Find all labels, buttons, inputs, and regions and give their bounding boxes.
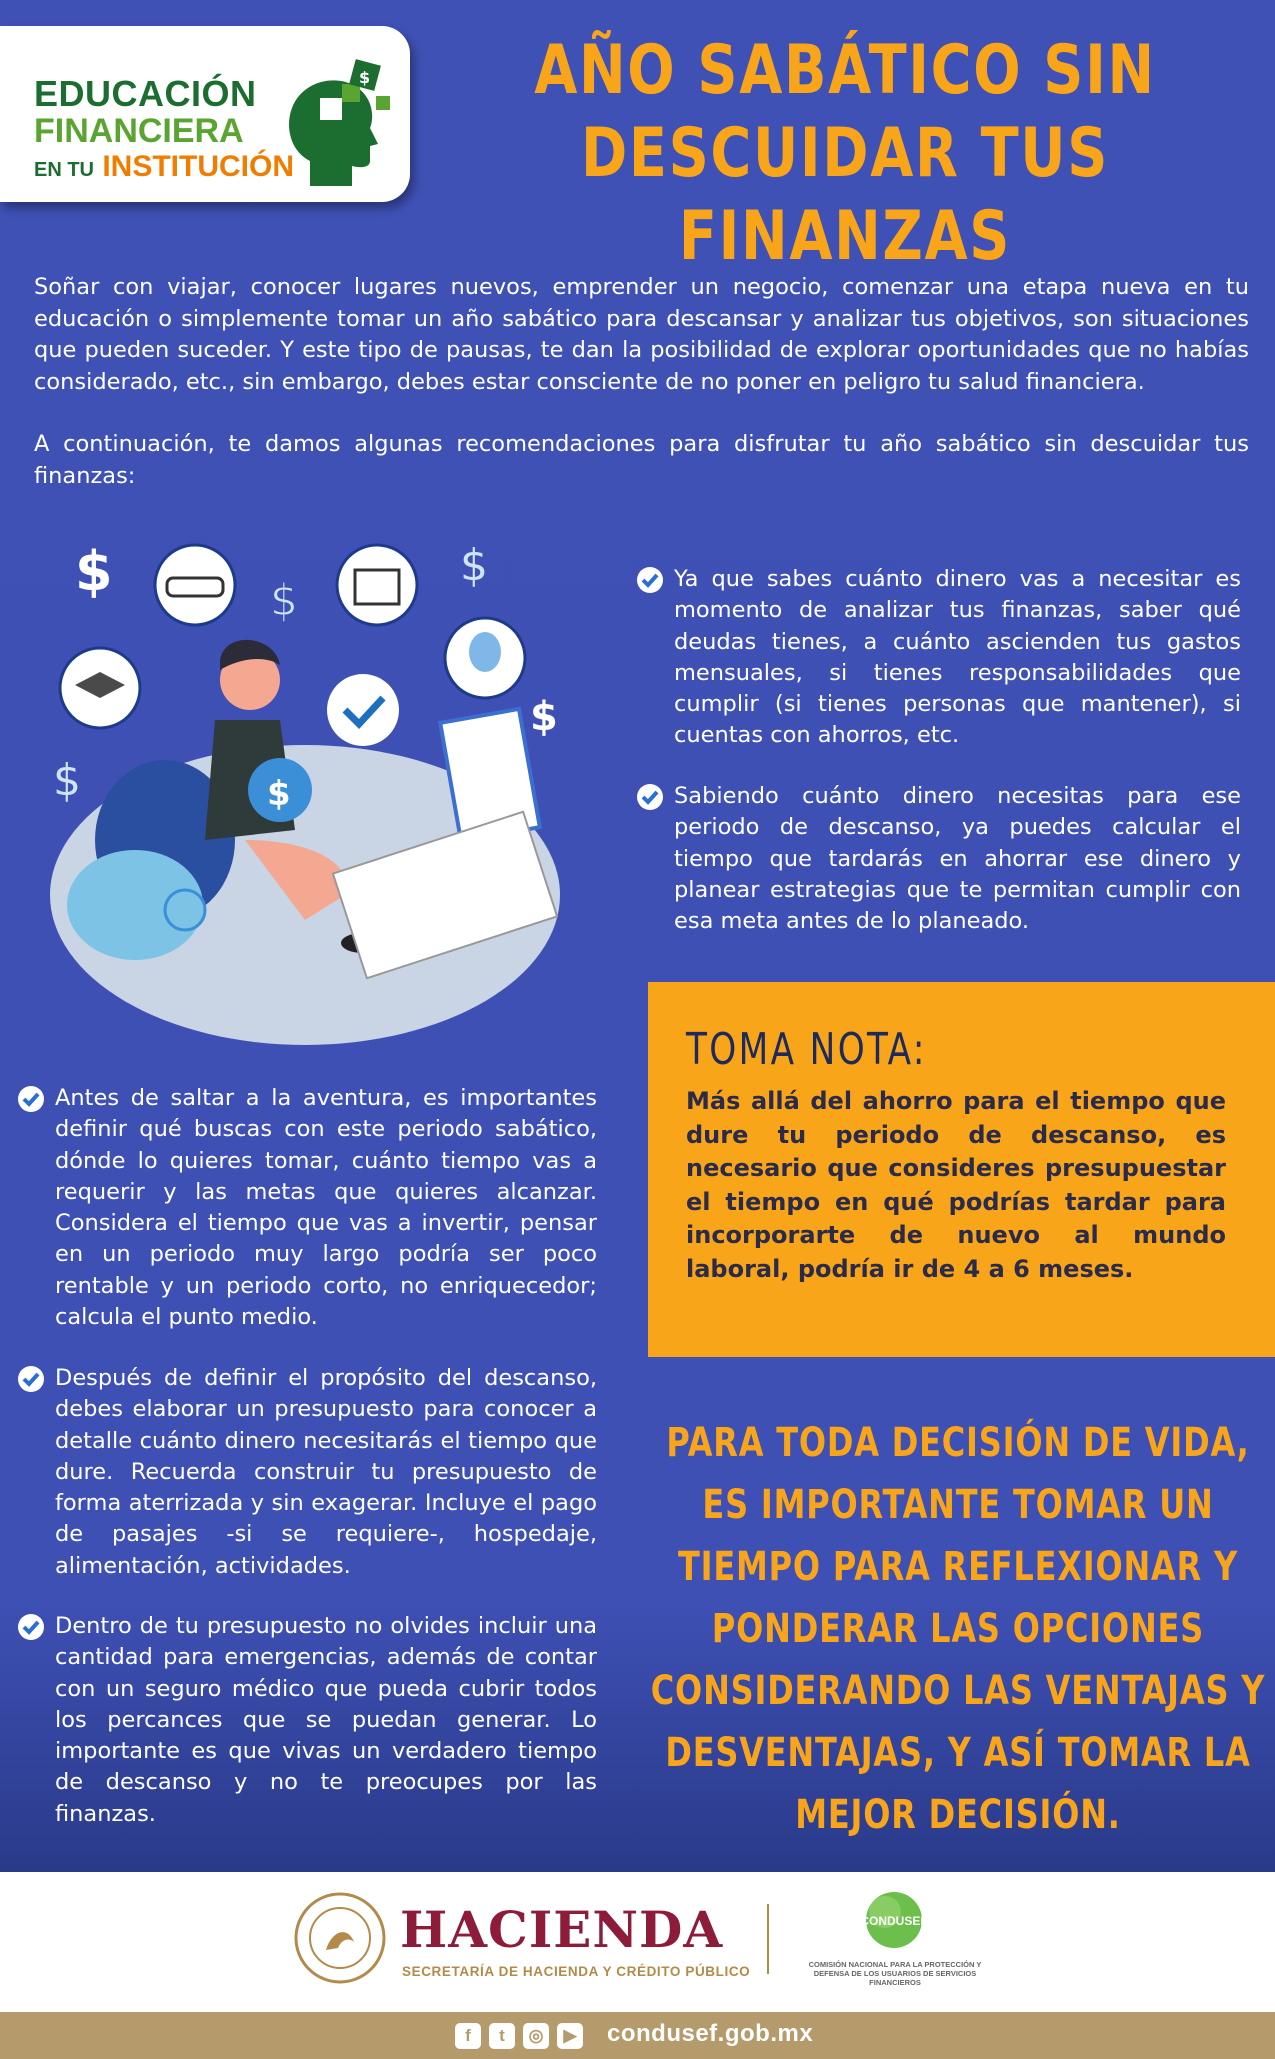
recommendation-4 <box>17 1363 597 1582</box>
title-line-1: AÑO SABÁTICO SIN <box>534 31 1156 110</box>
checkmark-icon <box>17 1613 45 1641</box>
svg-text:$: $ <box>460 540 488 591</box>
recommendation-5 <box>17 1611 597 1830</box>
condusef-subtitle: COMISIÓN NACIONAL PARA LA PROTECCIÓN Y DEFENSA DE LOS USUARIOS DE SERVICIOS FINANCIEROS <box>808 1960 982 1987</box>
educacion-financiera-logo <box>34 73 295 183</box>
svg-text:$: $ <box>530 694 558 740</box>
footer <box>0 1872 1275 2012</box>
svg-text:$: $ <box>359 68 371 87</box>
logo-line-2: FINANCIERA <box>34 112 244 150</box>
recommendation-2-text: Sabiendo cuánto dinero necesitas para ese periodo de descanso, ya puedes calcular el tiempo que tardarás en ahorrar ese dinero y planear estrategias que te permitan cumplir con esa meta antes de lo planeado. <box>674 783 1241 935</box>
mexico-seal-icon <box>292 1890 388 1986</box>
svg-text:$: $ <box>53 755 81 806</box>
condusef-logo <box>845 1890 943 1950</box>
social-links <box>455 2023 583 2049</box>
toma-nota-box <box>648 982 1275 1357</box>
bottom-bar <box>0 2012 1275 2059</box>
intro-paragraph-1: Soñar con viajar, conocer lugares nuevos, emprender un negocio, comenzar una etapa nueva en tu educación o simplemente tomar un año sabático para descansar y analizar tus objetivos, son situaciones que pueden suceder. Y este tipo de pausas, te dan la posibilidad de explorar oportunidades que no habías considerado, etc., sin embargo, debes estar consciente de no poner en peligro tu salud financiera. <box>34 274 1249 395</box>
checkmark-icon <box>17 1365 45 1393</box>
recommendation-5-text: Dentro de tu presupuesto no olvides incluir una cantidad para emergencias, además de contar con un seguro médico que pueda cubrir todos los percances que se puedan generar. Lo importante es que vivas un verdadero tiempo de descanso y no te preocupes por las finanzas. <box>55 1613 597 1827</box>
facebook-icon[interactable]: f <box>455 2023 481 2049</box>
logo-line-3 <box>34 152 294 182</box>
checkmark-icon <box>17 1085 45 1113</box>
note-title: TOMA NOTA: <box>686 1024 927 1075</box>
svg-text:$: $ <box>267 774 291 814</box>
checkmark-icon <box>636 566 664 594</box>
condusef-logo-text: CONDUSEF <box>860 1914 928 1928</box>
svg-text:$: $ <box>75 540 113 603</box>
head-puzzle-icon <box>280 56 400 196</box>
youtube-icon[interactable]: ▶ <box>557 2023 583 2049</box>
closing-quote <box>640 1412 1275 1846</box>
recommendation-1 <box>636 564 1241 752</box>
intro-paragraph-2: A continuación, te damos algunas recomendaciones para disfrutar tu año sabático sin descuidar tus finanzas: <box>34 431 1249 489</box>
instagram-icon[interactable]: ◎ <box>523 2023 549 2049</box>
logo-line-3-big: INSTITUCIÓN <box>102 150 295 183</box>
footer-divider <box>767 1904 769 1974</box>
checkmark-icon <box>636 783 664 811</box>
recommendation-4-text: Después de definir el propósito del descanso, debes elaborar un presupuesto para conocer a detalle cuánto dinero necesitarás el tiempo que dure. Recuerda construir tu presupuesto de forma aterrizada y sin exagerar. Incluye el pago de pasajes -si se requiere-, hospedaje, alimentación, actividades. <box>55 1365 597 1579</box>
twitter-icon[interactable]: t <box>489 2023 515 2049</box>
logo-line-3-small: EN TU <box>34 159 94 181</box>
title-line-2: DESCUIDAR TUS FINANZAS <box>580 113 1110 276</box>
recommendation-1-text: Ya que sabes cuánto dinero vas a necesitar es momento de analizar tus finanzas, saber qué deudas tienes, a cuánto ascienden tus gastos mensuales, si tienes responsabilidades que cumplir (si tienes personas que mantener), si cuentas con ahorros, etc. <box>674 566 1241 749</box>
logo-line-1: EDUCACIÓN <box>34 73 257 114</box>
recommendation-2 <box>636 781 1241 937</box>
intro-text <box>34 272 1249 492</box>
closing-quote-text: PARA TODA DECISIÓN DE VIDA, ES IMPORTANTE TOMAR UN TIEMPO PARA REFLEXIONAR Y PONDERAR LAS OPCIONES CONSIDERANDO LAS VENTAJAS Y DESVENTAJAS, Y ASÍ TOMAR LA MEJOR DECISIÓN. <box>650 1420 1266 1838</box>
page-title <box>505 30 1186 279</box>
website-link[interactable]: condusef.gob.mx <box>607 2020 814 2047</box>
recommendation-3-text: Antes de saltar a la aventura, es importantes definir qué buscas con este periodo sabático, dónde lo quieres tomar, cuánto tiempo vas a requerir y las metas que quieres alcanzar. Considera el tiempo que vas a invertir, pensar en un periodo muy largo podría ser poco rentable y un periodo corto, no enriquecedor; calcula el punto medio. <box>55 1085 597 1331</box>
woman-finances-illustration <box>45 540 590 1055</box>
logo-card <box>0 26 410 202</box>
recommendation-3 <box>17 1083 597 1333</box>
hacienda-logo-text: HACIENDA <box>400 1900 724 1959</box>
shcp-text: SECRETARÍA DE HACIENDA Y CRÉDITO PÚBLICO <box>402 1964 751 1979</box>
note-body: Más allá del ahorro para el tiempo que dure tu periodo de descanso, es necesario que consideres presupuestar el tiempo en qué podrías tardar para incorporarte de nuevo al mundo laboral, podría ir de 4 a 6 meses. <box>686 1087 1226 1283</box>
svg-text:$: $ <box>270 575 298 626</box>
